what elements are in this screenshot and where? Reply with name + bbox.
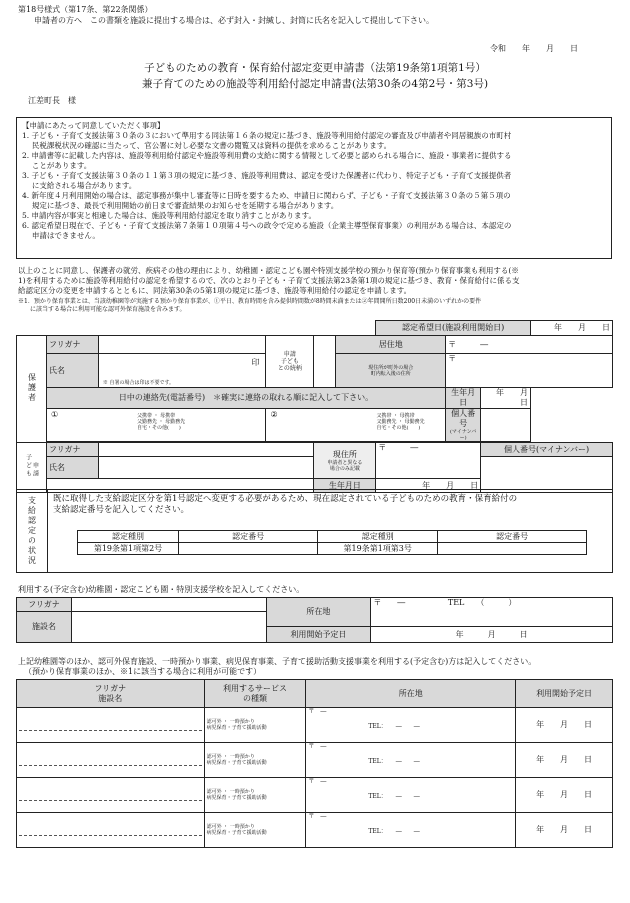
relation-field[interactable] [314,336,336,388]
child-label: 子ども申請 [17,443,47,493]
contact-2-field[interactable] [266,409,446,442]
facility-address-label: 所在地 [266,598,371,627]
svc-start-header: 利用開始予定日 [516,680,613,708]
name-label: 氏名 [46,354,98,388]
facility-start-label: 利用開始予定日 [266,627,371,643]
other-services-lead: 上記幼稚園等のほか、認可外保育施設、一時預かり事業、病児保育事業、子育て援助活動支援事業を利用する(予定含む)方は記入してください。 [18,657,537,666]
status-label: 支給認定の状況 [17,490,48,572]
svc-facility-header: フリガナ 施設名 [17,680,205,708]
alt-address-label: 現住所が町外の場合 町内転入後の住所 [336,354,446,388]
cert-number-header: 認定番号 [438,531,587,543]
consent-line: 以上のことに同意し、保護者の就労、疾病その他の理由により、幼稚園・認定こども園や特別支援学校の預かり保育等(預かり保育事業も利用する(※ [18,266,519,275]
child-address-label: 現住所 申請者と異なる 場合のみ記載 [314,443,376,479]
furigana-label: フリガナ [46,336,98,354]
notice-item: 5. 申請内容が事実と相違した場合は、施設等利用給付認定を取り消すことがあります。 [22,211,316,220]
applicant-table [16,320,613,493]
mynumber-label: 個人番号 (マイナンバー) [446,409,481,442]
child-address-field[interactable]: 〒 ― [376,443,481,479]
cert-number-table [77,530,587,555]
notice-item: 規定に基づき、最長で利用開始の前日まで審査結果のお知らせを延期する場合があります。 [22,201,339,210]
child-birthday-field[interactable]: 年 月 日 [376,479,481,493]
footnote [18,298,628,314]
notice-item: 2. 申請書等に記載した内容は、施設等利用給付認定や施設等利用費の支給に関する情報として必要と認められる場合に、施設・事業者に提供する [22,151,512,160]
notice-item: 民税課税状況の確認に当たって、官公署に対し必要な文書の閲覧又は資料の提供を求めることがあります。 [22,141,392,150]
svc-start-field[interactable]: 年 月 日 [516,778,613,813]
svc-start-field[interactable]: 年 月 日 [516,743,613,778]
service-row [17,813,613,848]
child-furigana-label: フリガナ [46,443,98,457]
notice-item: 6. 認定希望日現在で、子ども・子育て支援法第７条第１０項第４号への政令で定める施設（企業主導型保育事業）の利用がある場合は、本認定の [22,221,512,230]
consent-line: 給認定区分の変更を申請するとともに、同法第30条の5第1項の規定に基づき、施設等利用給付の認定を申請します。 [18,286,412,295]
desired-date-field[interactable]: 年 月 日 [531,321,613,336]
cert-type-header: 認定種別 [318,531,438,543]
facility-name-field[interactable] [71,612,266,643]
child-name-field[interactable] [98,457,314,479]
notice-heading: 【申請にあたって同意していただく事項】 [22,121,165,130]
svc-start-field[interactable]: 年 月 日 [516,813,613,848]
date-line: 令和 年 月 日 [490,44,578,53]
title-line-1: 子どものための教育・保育給付認定変更申請書（法第19条第1項第1号） [144,62,486,74]
other-services-table [16,679,613,848]
cert-type-header: 認定種別 [78,531,179,543]
svc-address-header: 所在地 [306,680,516,708]
guardian-birthday-field[interactable]: 年 月 日 [481,388,531,409]
facility-section-lead: 利用する(予定含む)幼稚園・認定こども園・特別支援学校を記入してください。 [18,585,305,594]
birthday-label: 生年月日 [446,388,481,409]
service-row [17,743,613,778]
cert-number-2-field[interactable] [179,543,318,555]
svc-start-field[interactable]: 年 月 日 [516,708,613,743]
cert-type-3: 第19条第1項第3号 [318,543,438,555]
svc-facility-field[interactable] [17,708,205,743]
facility-name-label: 施設名 [17,612,72,643]
notice-item: に支給される場合があります。 [22,181,137,190]
consent-notice-box [16,117,612,259]
residence-label: 居住地 [336,336,446,354]
service-row [17,708,613,743]
notice-item: 1. 子ども・子育て支援法第３０条の３において準用する同法第１６条の規定に基づき、施設等利用給付認定の審査及び申請者や同居親族の市町村 [22,131,512,140]
svc-type-field[interactable]: 認可外 ・ 一時預かり 病児保育・子育て援助活動 [204,708,306,743]
service-row [17,778,613,813]
contact-2-number: ② [270,410,278,419]
svc-facility-field[interactable] [17,778,205,813]
child-birthday-label: 生年月日 [314,479,376,493]
residence-field[interactable]: 〒 ― [446,336,613,354]
svc-address-field[interactable]: 〒 ― TEL： ― ― [306,708,516,743]
alt-address-field[interactable]: 〒 [446,354,613,388]
svc-facility-field[interactable] [17,813,205,848]
svc-address-field[interactable]: 〒 ― TEL： ― ― [306,743,516,778]
facility-furigana-field[interactable] [71,598,266,612]
cert-type-2: 第19条第1項第2号 [78,543,179,555]
certification-status-box [16,489,613,573]
contact-label: 日中の連絡先(電話番号) ＊確実に連絡の取れる順に記入して下さい。 [46,388,445,409]
desired-date-label: 認定希望日(施設利用開始日) [376,321,531,336]
guardian-furigana-field[interactable] [98,336,266,354]
child-mynumber-field[interactable] [481,457,613,493]
facility-start-field[interactable]: 年 月 日 [371,627,613,643]
svc-type-field[interactable]: 認可外 ・ 一時預かり 病児保育・子育て援助活動 [204,778,306,813]
other-services-note: （預かり保育事業のほか、※1に該当する場合に利用が可能です） [24,667,262,676]
footnote-line: に該当する場合に利用可能な認可外保育施設を含みます。 [18,306,186,313]
svc-address-field[interactable]: 〒 ― TEL： ― ― [306,778,516,813]
form-number: 第18号様式（第17条、第22条関係） [18,5,153,14]
cert-number-3-field[interactable] [438,543,587,555]
child-name-label: 氏名 [46,457,98,479]
guardian-name-field[interactable] [98,354,266,388]
cert-number-header: 認定番号 [179,531,318,543]
notice-item: ことがあります。 [22,161,92,170]
child-mynumber-label: 個人番号(マイナンバー) [481,443,613,457]
contact-2-options: 父携帯 ・ 母携帯 父勤務先 ・ 母勤務先 自宅・その他( ) [376,413,425,431]
contact-1-options: 父携帯 ・ 母携帯 父勤務先 ・ 母勤務先 自宅・その他( ) [136,413,186,431]
facility-furigana-label: フリガナ [17,598,72,612]
contact-1-field[interactable] [46,409,266,442]
child-furigana-field[interactable] [98,443,314,457]
facility-postal: 〒 ― [373,598,406,607]
contact-1-number: ① [50,410,59,419]
facility-tel: TEL （ ） [447,598,517,607]
guardian-mynumber-field[interactable] [481,409,531,442]
relation-label: 申請 子ども との続柄 [266,336,314,388]
instruction-text: 申請者の方へ この書類を施設に提出する場合は、必ず封入・封緘し、封筒に氏名を記入して提出して下さい。 [34,16,434,25]
guardian-label: 保護者 [17,336,47,443]
notice-item: 申請はできません。 [22,231,100,240]
svc-type-field[interactable]: 認可外 ・ 一時預かり 病児保育・子育て援助活動 [204,813,306,848]
consent-paragraph [18,266,618,296]
notice-item: 4. 新年度４月利用開始の場合は、認定事務が集中し審査等に日時を要するため、申請日に関わらず、子ども・子育て支援法第３０条の５第５項の [22,191,511,200]
seal-mark: 印 [251,358,260,367]
seal-note: ※ 自署の場合は印は不要です。 [102,380,175,386]
svc-facility-field[interactable] [17,743,205,778]
svc-type-header: 利用するサービス の種類 [204,680,306,708]
svc-address-field[interactable]: 〒 ― TEL： ― ― [306,813,516,848]
facility-address-field[interactable] [371,598,613,627]
title-line-2: 兼子育てのための施設等利用給付認定申請書(法第30条の4第2号・第3号) [141,78,489,90]
facility-table [16,597,613,643]
status-instructions: 既に取得した支給認定区分を第1号認定へ変更する必要があるため、現在認定されている子どものための教育・保育給付の 支給認定番号を記入してください。 [53,494,518,515]
footnote-line: ※1．預かり保育事業とは、当該幼稚園等が実施する預かり保育事業が、①平日、教育時間を含み提供時間数が8時間未満または②年間開所日数200日未満のいずれかの要件 [18,298,482,305]
svc-type-field[interactable]: 認可外 ・ 一時預かり 病児保育・子育て援助活動 [204,743,306,778]
addressee: 江差町長 様 [28,96,76,105]
consent-line: 1)を利用するために施設等利用給付の認定を希望するので、次のとおり子ども・子育て支援法第23条第1項の規定に基づき、教育・保育給付に係る支 [18,276,520,285]
notice-item: 3. 子ども・子育て支援法第３０条の１１第３項の規定に基づき、施設等利用費は、認定を受けた保護者に代わり、特定子ども・子育て支援提供者 [22,171,512,180]
